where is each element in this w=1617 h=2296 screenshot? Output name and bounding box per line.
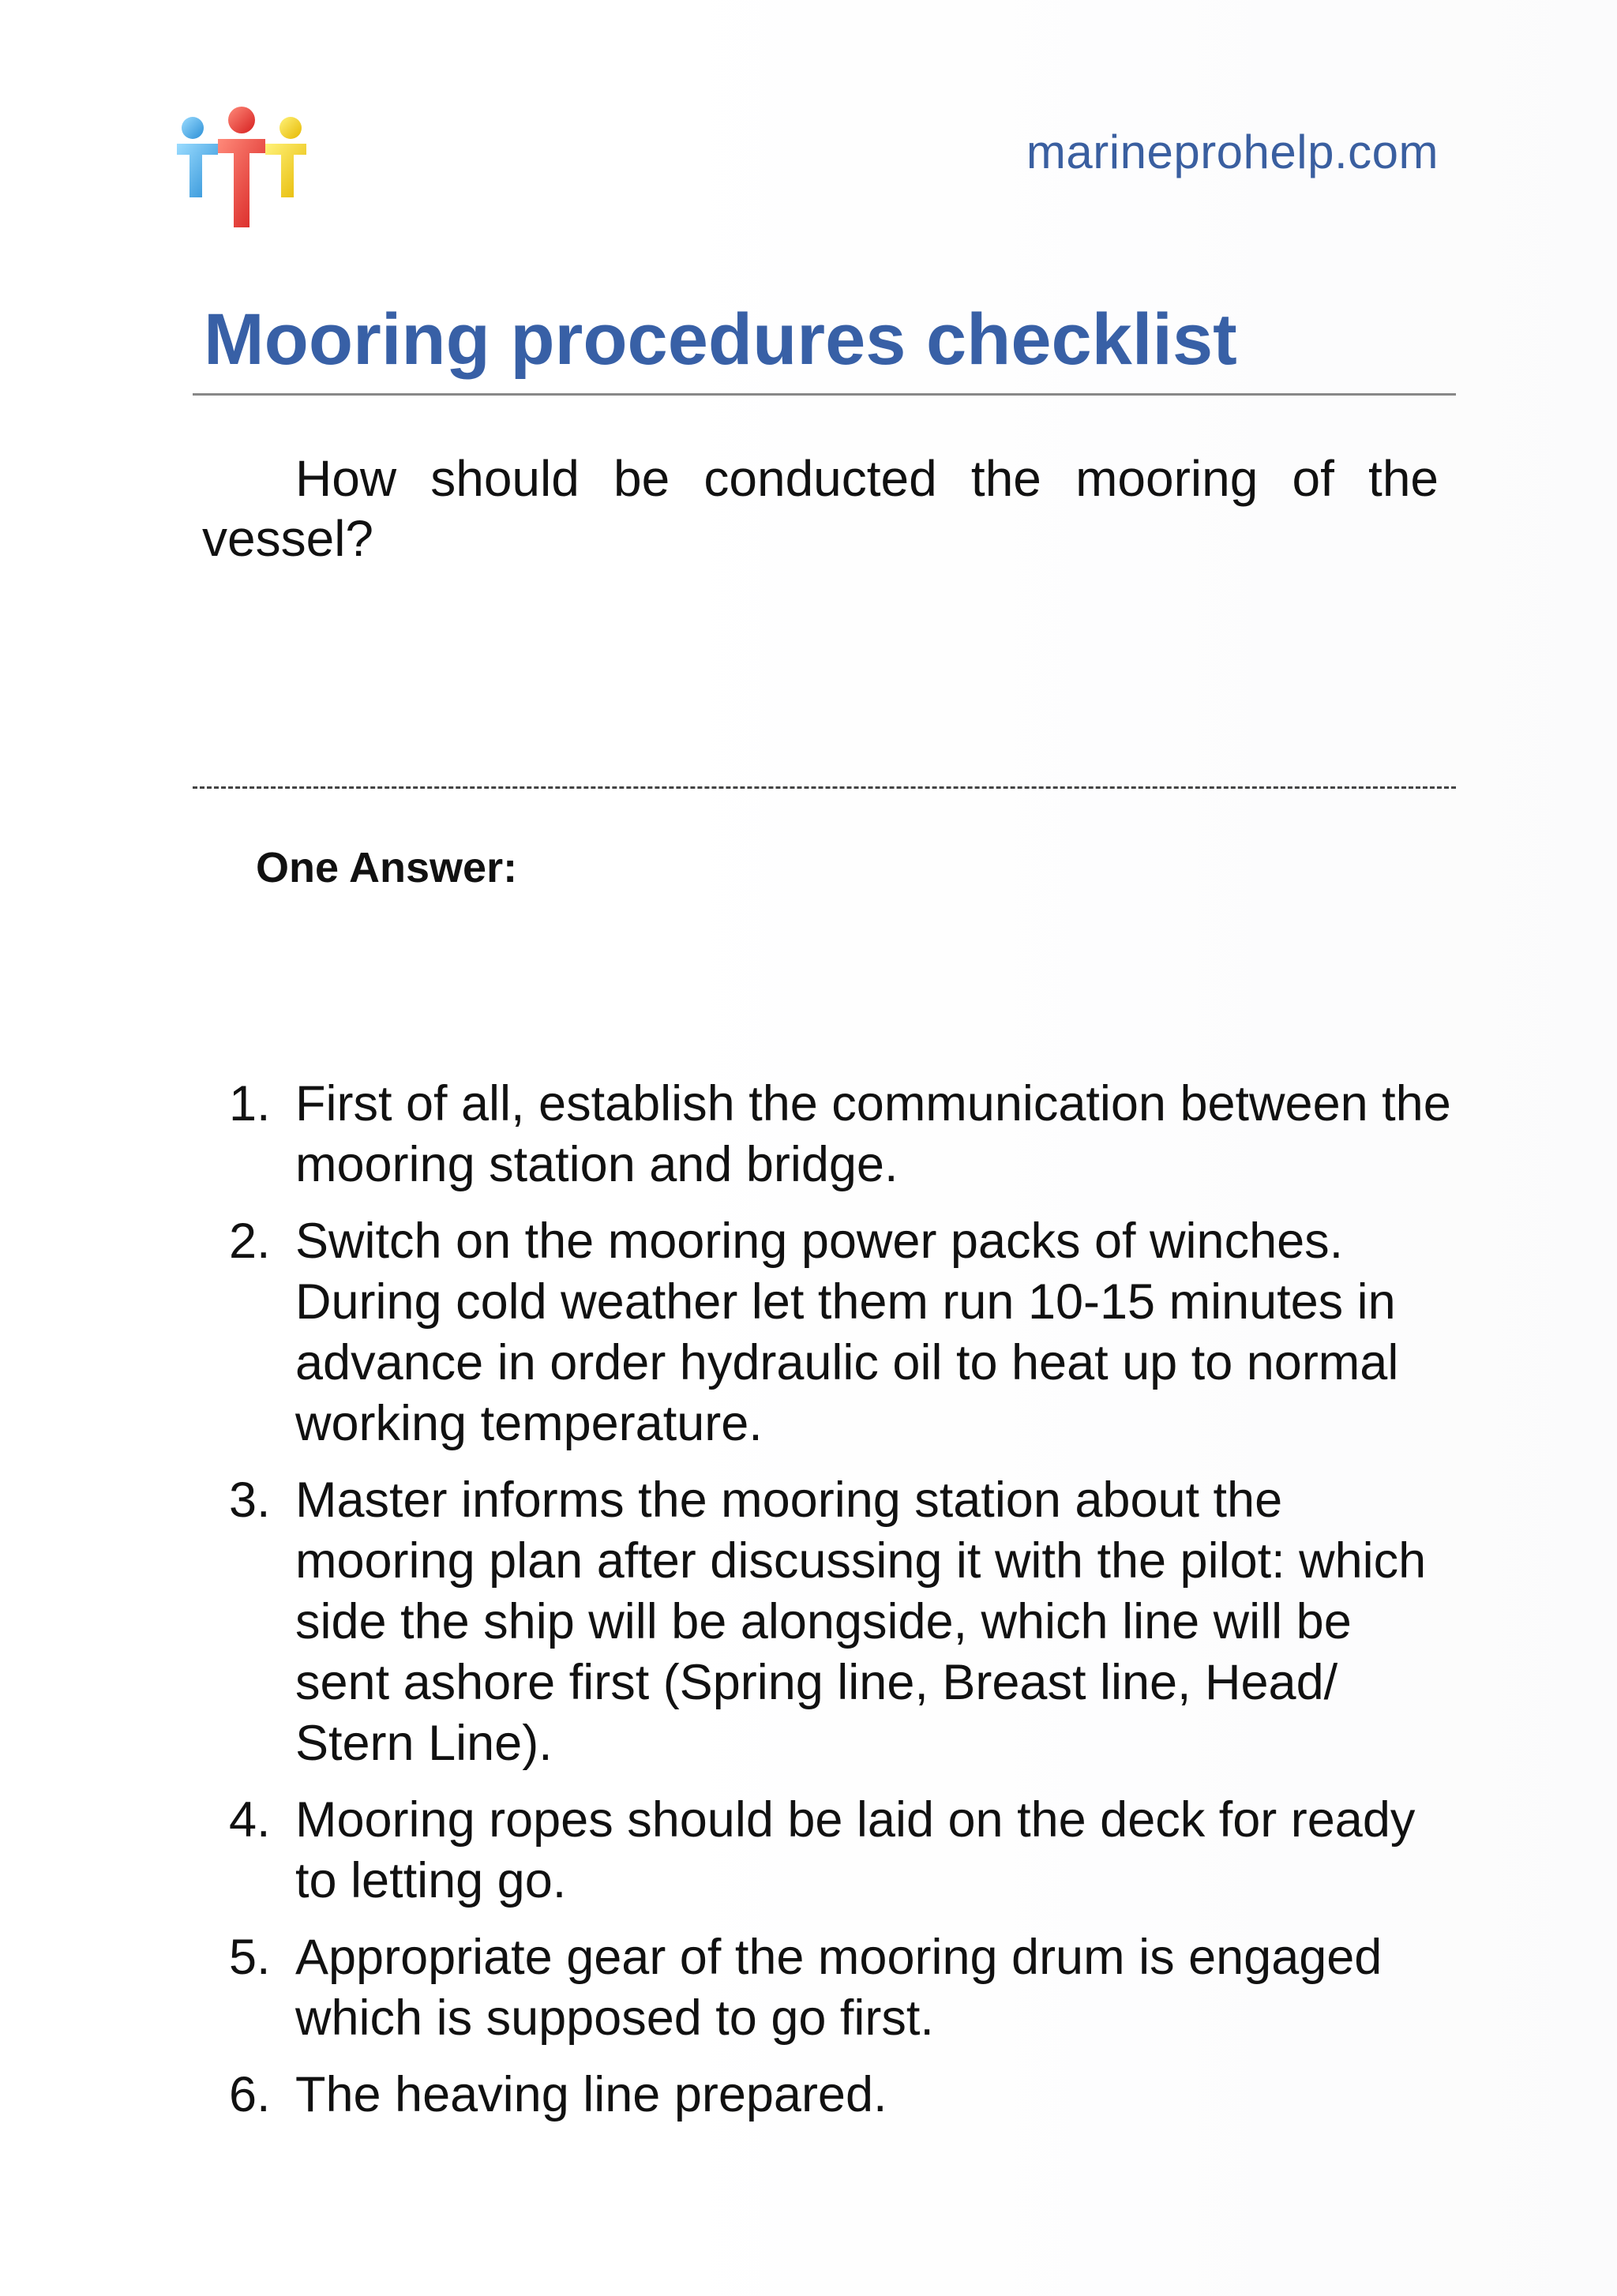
site-url[interactable]: marineprohelp.com (1026, 126, 1439, 178)
list-item (229, 1790, 1453, 1911)
list-item-number: 2. (229, 1214, 271, 1269)
list-item (229, 1074, 1453, 1195)
list-item-number: 1. (229, 1076, 271, 1131)
list-item-number: 6. (229, 2067, 271, 2122)
list-item (229, 1927, 1453, 2049)
list-item-number: 5. (229, 1930, 271, 1985)
list-item-text: Switch on the mooring power packs of winches. During cold weather let them run 10-15 minutes in advance in order hydraulic oil to heat up to normal working temperature. (295, 1214, 1399, 1451)
list-item-text: Appropriate gear of the mooring drum is engaged which is supposed to go first. (295, 1930, 1383, 2046)
list-item-number: 4. (229, 1792, 271, 1848)
answer-heading: One Answer: (256, 844, 518, 891)
three-people-logo-icon (174, 104, 310, 231)
list-item-text: The heaving line prepared. (295, 2067, 887, 2122)
list-item-number: 3. (229, 1473, 271, 1528)
list-item (229, 1211, 1453, 1454)
list-item-text: Master informs the mooring station about the mooring plan after discussing it with the pilot: which side the ship will be alongside, which line will be sent ashore first (Spring line, Breast line, Head/ Stern Line). (295, 1473, 1427, 1771)
list-item-text: First of all, establish the communication between the mooring station and bridge. (295, 1076, 1451, 1192)
list-item-text: Mooring ropes should be laid on the deck for ready to letting go. (295, 1792, 1416, 1908)
page-title: Mooring procedures checklist (204, 299, 1237, 380)
dashed-divider (193, 786, 1456, 789)
list-item (229, 2065, 1453, 2125)
question-text: How should be conducted the mooring of the vessel? (202, 450, 1439, 567)
answer-list (229, 1074, 1453, 2141)
title-underline (193, 393, 1456, 396)
list-item (229, 1470, 1453, 1774)
